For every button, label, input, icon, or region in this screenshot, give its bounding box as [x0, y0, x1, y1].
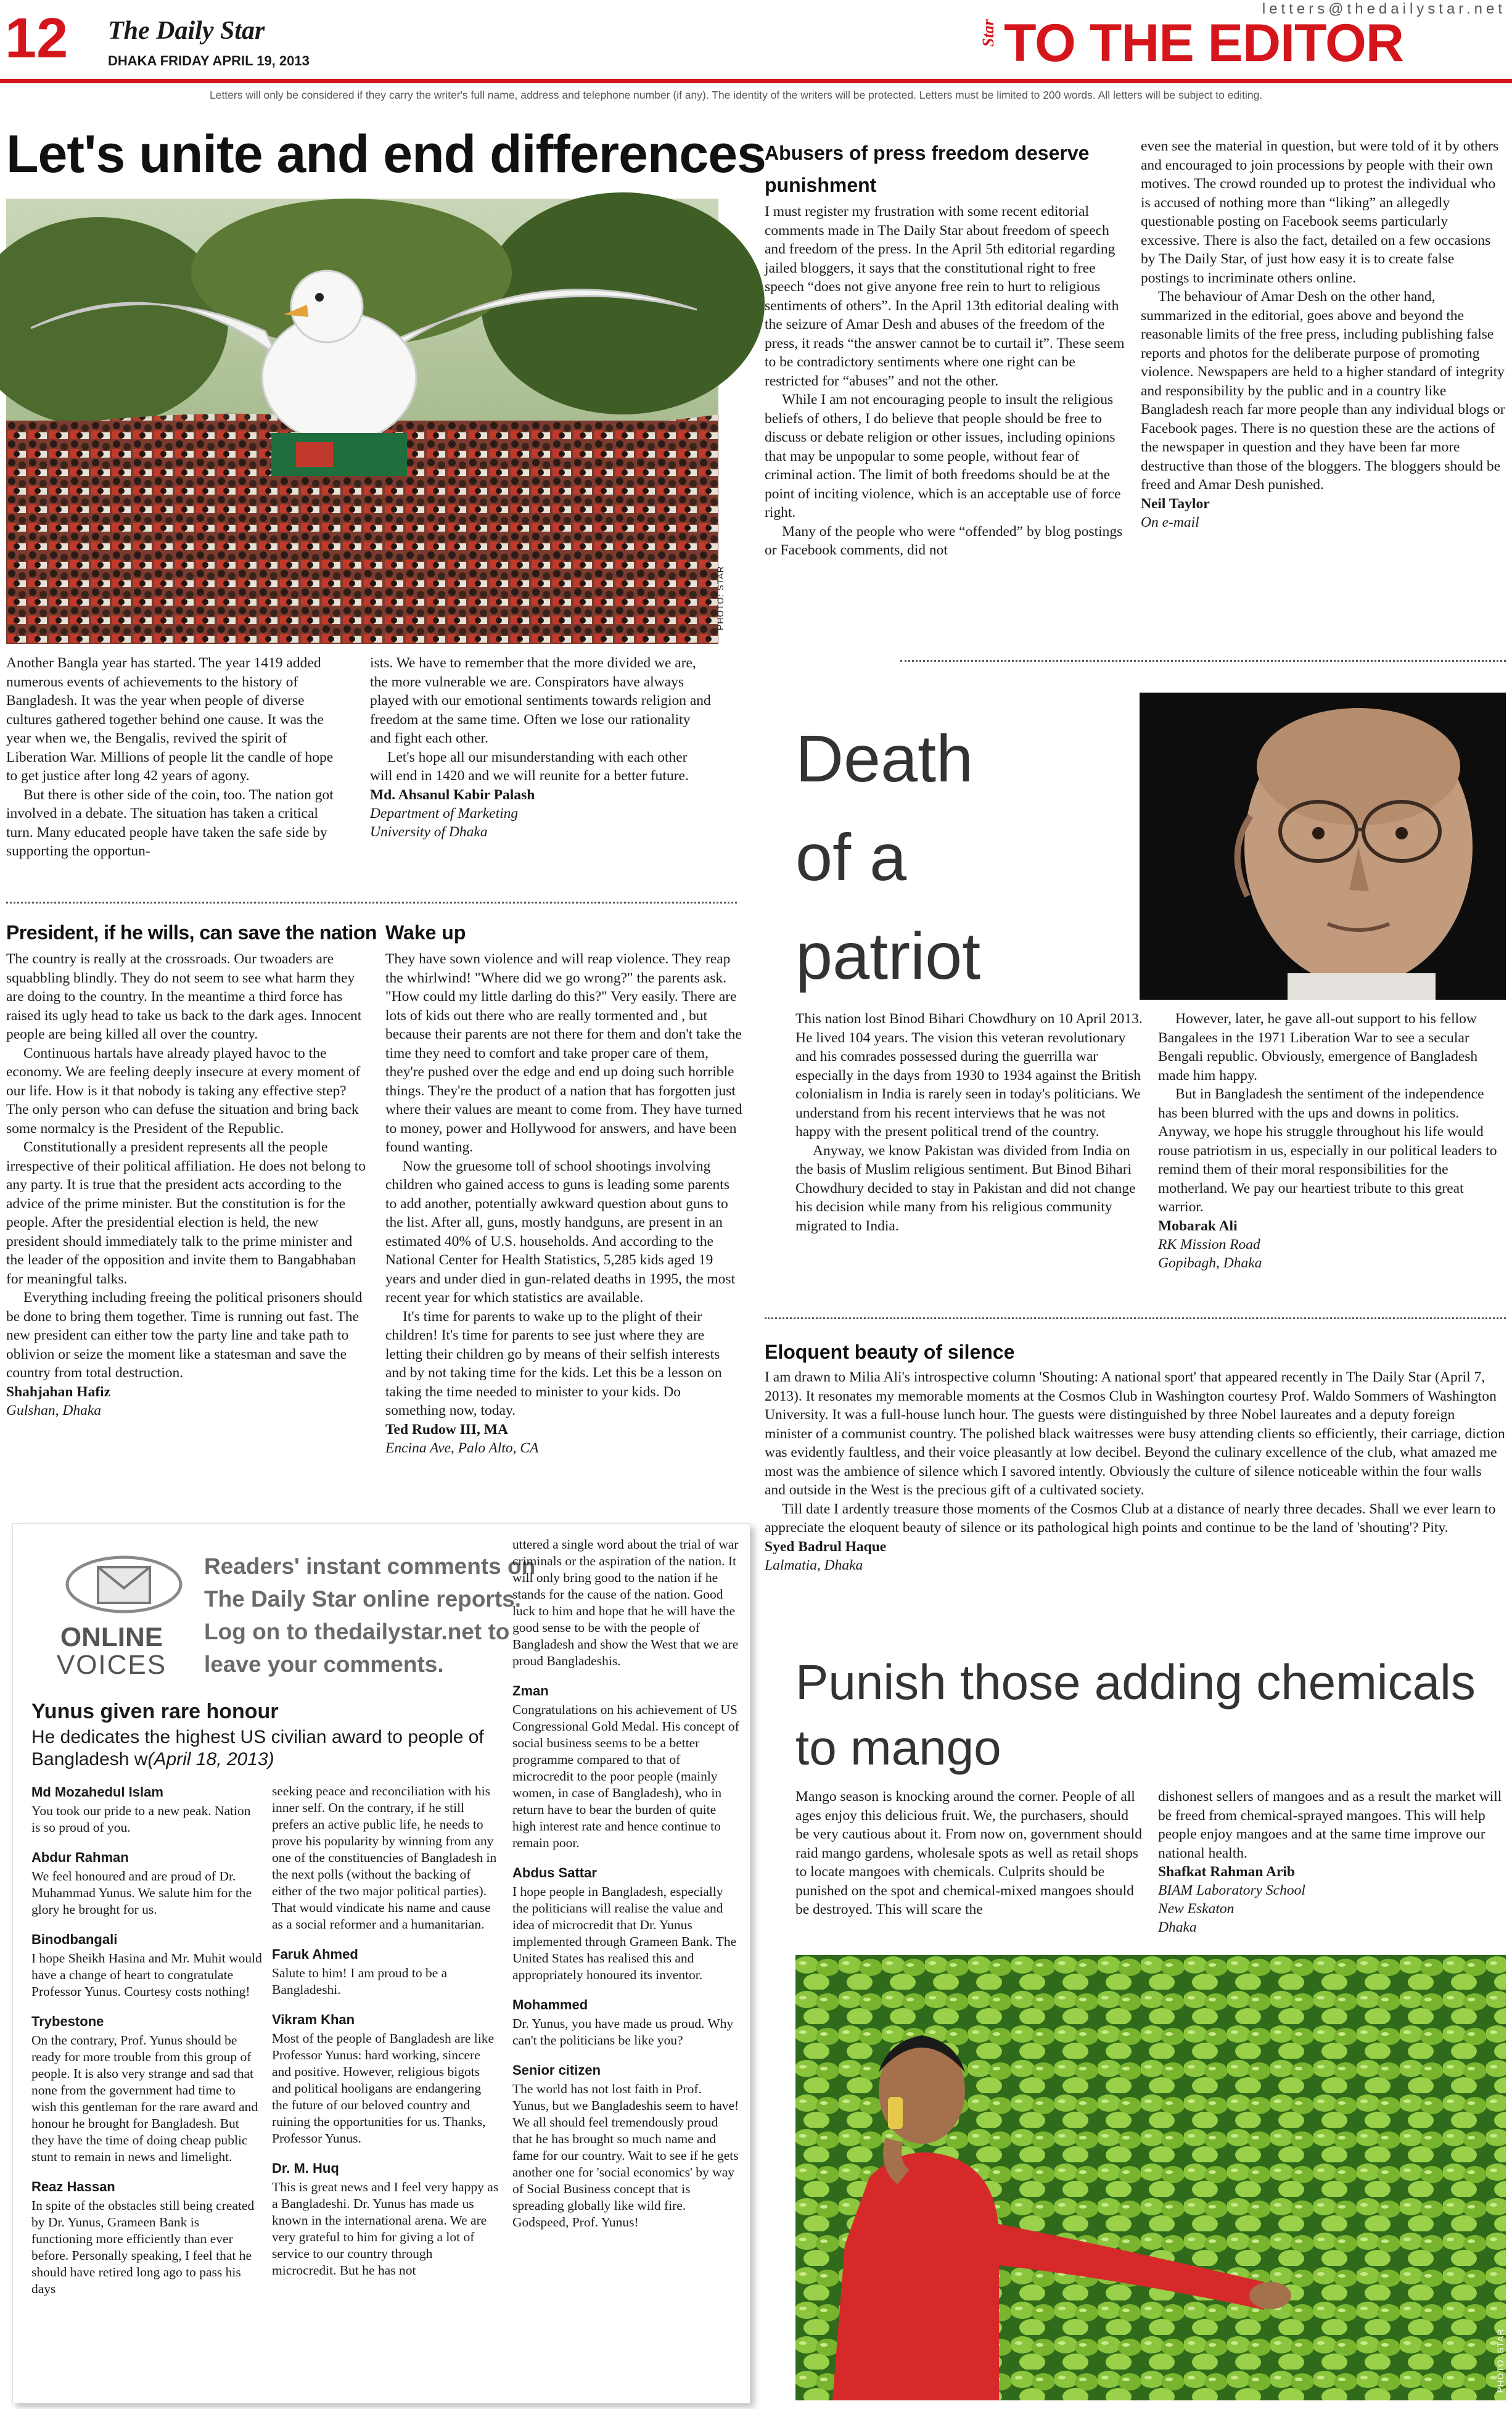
- comment-item: [512, 1865, 741, 1983]
- wakeup-para: It's time for parents to wake up to the plight of their children! It's time for parents to see just where they are letting their children go by means of their selfish interests and by not taking time for the kids. Let this be a lesson on taking the time needed to minister to your kids. Do something now, today.: [385, 1308, 722, 1419]
- comment-author: Vikram Khan: [272, 2012, 355, 2027]
- mango-headline: [795, 1650, 1476, 1781]
- wakeup-column: [385, 950, 743, 1457]
- abusers-col-2: [1141, 137, 1506, 532]
- patriot-author: Mobarak Ali: [1158, 1217, 1238, 1234]
- comment-text: Most of the people of Bangladesh are like Professor Yunus: hard working, sincere and positive. However, religious bigots and political hooligans are endangering the future of our beloved country and ruining the opportunities for us. Thanks, Professor Yunus.: [272, 2031, 495, 2146]
- comment-author: Md Mozahedul Islam: [31, 1784, 163, 1800]
- online-logo-line2: VOICES: [56, 1650, 167, 1680]
- wakeup-headline: Wake up: [385, 921, 466, 944]
- president-para: Continuous hartals have already played havoc to the economy. We are feeling deeply insecure at every moment of our life. How is it that nobody is taking any effective step? The only person who can defuse the situation and bring back some normalcy is the President of the Republic.: [6, 1045, 361, 1137]
- dove-crowd-illustration: [6, 199, 718, 644]
- comment-author: Zman: [512, 1683, 549, 1699]
- wakeup-address: Encina Ave, Palo Alto, CA: [385, 1439, 539, 1456]
- president-para: The country is really at the crossroads. Our twoaders are squabbling blindly. They do not seem to see what harm they are doing to the country. In the meantime a third force has raised its ugly head to take us back to the dark ages. Innocent people are being killed all over the country.: [6, 951, 362, 1042]
- comment-author: Abdur Rahman: [31, 1850, 129, 1865]
- patriot-headline-line: patriot: [795, 918, 981, 993]
- section-star-logo: Star: [979, 19, 997, 47]
- silence-author: Syed Badrul Haque: [765, 1538, 887, 1555]
- abusers-headline: Abusers of press freedom deserve punishment: [765, 142, 1090, 196]
- president-column: [6, 950, 367, 1420]
- online-comments-col-3: [512, 1536, 741, 2231]
- mango-col-2: [1158, 1787, 1506, 1937]
- unite-para: But there is other side of the coin, too. The nation got involved in a debate. The situation has taken a critical turn. Many educated people have taken the safe side by supporting the opportun-: [6, 786, 334, 859]
- comment-author: Mohammed: [512, 1997, 588, 2012]
- mango-headline-line: to mango: [795, 1720, 1001, 1775]
- divider: [900, 660, 1506, 662]
- online-logo: [62, 1549, 186, 1616]
- masthead-rule: [0, 79, 1512, 83]
- comment-item: [31, 1784, 263, 1836]
- abusers-para: even see the material in question, but were told of it by others and encouraged to join processions by people with their own motives. The crowd rounded up to protest the individual who is accused of nothing more than “liking” an allegedly questionable posting on Facebook seems particularly excessive. There is also the fact, detailed on a few occasions by The Daily Star, of just how easy it is to create false postings to incriminate others online.: [1141, 138, 1499, 286]
- unite-col-1: [6, 654, 345, 861]
- comment-text: The world has not lost faith in Prof. Yunus, but we Bangladeshis seem to have! We all should feel tremendously proud that he has brought so much name and fame for our country. Wait to see if he gets another one for 'social economics' by way of Social Business concept that is spreading globally like wild fire. Godspeed, Prof. Yunus!: [512, 2082, 739, 2230]
- online-promo: [204, 1550, 535, 1681]
- portrait-illustration: [1140, 693, 1506, 1000]
- mango-pile-illustration: [795, 1955, 1506, 2400]
- comment-author: Senior citizen: [512, 2062, 601, 2078]
- divider: [765, 1317, 1506, 1319]
- patriot-para: This nation lost Binod Bihari Chowdhury on 10 April 2013. He lived 104 years. The vision this veteran revolutionary and his comrades possessed during the guerrilla war especially in the days from 1930 to 1934 against the British colonialism in India is rarely seen in today's politicians. We understand from his recent interviews that he was not happy with the present political trend of the country.: [795, 1011, 1143, 1140]
- comment-text: Congratulations on his achievement of US Congressional Gold Medal. His concept of social business seems to be a better programme compared to that of microcredit to the poor people (mainly women, in case of Bangladesh), who in return have to bear the burden of quite high interest rate and hence continue to remain poor.: [512, 1702, 739, 1850]
- silence-address: Lalmatia, Dhaka: [765, 1557, 863, 1573]
- unite-address: Department of Marketing: [370, 805, 519, 822]
- comment-text-continued: seeking peace and reconciliation with his inner self. On the contrary, if he still prefers an active public life, he needs to prove his popularity by winning from any one of the constituencies of Bangladesh in the next polls (without the backing of either of the two major political parties). That would vindicate his name and cause as a social reformer and a humanitarian.: [272, 1784, 497, 1932]
- comment-item: [31, 1932, 263, 2000]
- comment-author: Binodbangali: [31, 1932, 118, 1947]
- patriot-para: But in Bangladesh the sentiment of the independence has been blurred with the ups and downs in politics. Anyway, we hope his struggle throughout his life would rouse patriotism in us, especially in our political leaders to remind them of their moral responsibilities for the motherland. We pay our heartiest tribute to this great warrior.: [1158, 1086, 1497, 1215]
- binod-bihari-portrait: [1140, 693, 1506, 1000]
- president-author: Shahjahan Hafiz: [6, 1383, 111, 1400]
- abusers-address: On e-mail: [1141, 514, 1199, 530]
- comment-text: We feel honoured and are proud of Dr. Muhammad Yunus. We salute him for the glory he brought for us.: [31, 1869, 252, 1917]
- unite-author: Md. Ahsanul Kabir Palash: [370, 786, 535, 803]
- comment-item: [31, 2179, 263, 2297]
- comment-author: Trybestone: [31, 2014, 104, 2029]
- abusers-para: I must register my frustration with some recent editorial comments made in The Daily Star about freedom of speech and freedom of the press. In the April 5th editorial regarding jailed bloggers, it says that the constitutional right to free speech “does not give anyone free rein to hurt to religious sentiments of others”. In the April 13th editorial dealing with the seizure of Amar Desh and abuses of the freedom of the press, it reads “the answer cannot be to curtail it”. These seem to be contradictory sentiments where one right can be restricted for “abuses” and not the other.: [765, 204, 1125, 389]
- comment-text: In spite of the obstacles still being created by Dr. Yunus, Grameen Bank is functioning more efficiently than ever before. Personally speaking, I feel that he should have retired long ago to pass his days: [31, 2198, 255, 2296]
- unite-photo-credit: PHOTO: STAR: [715, 566, 725, 630]
- mango-photo-credit: PHOTO: STAR: [1495, 2328, 1505, 2393]
- comment-text: On the contrary, Prof. Yunus should be ready for more trouble from this group of people. It is also very strange and sad that none from the government had time to wish this gentleman for the rare award and honour he brought for Bangladesh. But they have the time of doing cheap public stunt to remain in news and limelight.: [31, 2033, 258, 2164]
- mango-headline-line: Punish those adding chemicals: [795, 1655, 1476, 1710]
- online-headline: Yunus given rare honour: [31, 1700, 279, 1723]
- patriot-para: Anyway, we know Pakistan was divided from India on the basis of Muslim religious sentiment. But Binod Bihari Chowdhury decided to stay in Pakistan and did not change his decision while many from his religious community migrated to India.: [795, 1142, 1136, 1234]
- mango-address: New Eskaton: [1158, 1901, 1235, 1917]
- president-address: Gulshan, Dhaka: [6, 1402, 102, 1419]
- patriot-headline-line: of a: [795, 820, 907, 894]
- unite-col-2: [370, 654, 712, 841]
- mango-address: Dhaka: [1158, 1919, 1197, 1935]
- comment-item: [272, 2012, 500, 2147]
- comment-author: Reaz Hassan: [31, 2179, 115, 2194]
- wakeup-para: Now the gruesome toll of school shootings involving children who gained access to guns is leading some parents to add another, potentially awkward question about guns to the list. After all, guns, mostly handguns, are present in an estimated 40% of U.S. households. And according to the National Center for Health Statistics, 5,285 kids aged 19 years and under died in gun-related deaths in 1995, the most recent year for which statistics are available.: [385, 1158, 736, 1306]
- paper-name: The Daily Star: [108, 17, 265, 45]
- online-logo-line1: ONLINE: [60, 1622, 163, 1652]
- abusers-para: The behaviour of Amar Desh on the other hand, summarized in the editorial, goes above and beyond the reasonable limits of the free press, including publishing false reports and photos for the deliberate purpose of promoting violence. Newspapers are held to a higher standard of integrity and responsibility by the public and in a country like Bangladesh reach far more people than any individual blogs or Facebook pages. There is no question these are the actions of the newspaper in question and they have been far more destructive than those of the bloggers. The bloggers should be freed and Amar Desh punished.: [1141, 289, 1505, 493]
- comment-text: This is great news and I feel very happy as a Bangladeshi. Dr. Yunus has made us known in the international arena. We are very grateful to him for giving a lot of service to our country through microcredit. But he has not: [272, 2180, 499, 2278]
- unite-para: Let's hope all our misunderstanding with each other will end in 1420 and we will reunite for a better future.: [370, 749, 689, 784]
- online-promo-line: Readers' instant comments on: [204, 1554, 536, 1579]
- online-comments-col-1: [31, 1771, 263, 2297]
- unite-headline: Let's unite and end differences: [6, 125, 766, 184]
- comment-item: [512, 2062, 741, 2231]
- mango-address: BIAM Laboratory School: [1158, 1882, 1305, 1898]
- unite-para: Another Bangla year has started. The year 1419 added numerous events of achievements to the history of Bangladesh. It was the year when people of diverse cultures gathered together behind one cause. It was the year when we, the Bengalis, revived the spirit of Liberation War. Millions of people lit the candle of hope to get justice after long 42 years of agony.: [6, 655, 334, 784]
- comment-item: [512, 1683, 741, 1851]
- abusers-col-1: [765, 202, 1125, 560]
- mango-vendor-photo: [795, 1955, 1506, 2400]
- comment-item: [31, 1850, 263, 1918]
- page-number: 12: [5, 7, 68, 70]
- silence-para: I am drawn to Milia Ali's introspective column 'Shouting: A national sport' that appeared recently in The Daily Star (April 7, 2013). It resonates my memorable moments at the Cosmos Club in Washington courtesy Prof. Waldo Sommers of Washington University. It was a full-house lunch hour. The guests were distinguished by three Nobel laureates and a deputy foreign minister of a communist country. The polished black waitresses were busy attending clients so efficiently, their carriage, diction was evidently faultless, and their voice pleasantly at low decibel. Beyond the culinary excellence of the club, what amazed me most was the ambience of silence which I savored intently. Obviously the culture of silence noticeable within the four walls and outside in the West is the precious gift of a cultivated society.: [765, 1369, 1505, 1498]
- president-para: Constitutionally a president represents all the people irrespective of their political affiliation. He does not belong to any party. It is true that the president acts according to the advice of the prime minister. But the constitution is for the people. After the presidential election is held, the new president should immediately talk to the prime minister and the leader of the opposition and invite them to Bangabhaban for meaningful talks.: [6, 1139, 366, 1287]
- abusers-para: Many of the people who were “offended” by blog postings or Facebook comments, did not: [765, 523, 1123, 558]
- comment-item: [31, 2014, 263, 2165]
- mango-para: dishonest sellers of mangoes and as a result the market will be freed from chemical-sprayed mangoes. This will help people enjoy mangoes and at the same time improve our national health.: [1158, 1789, 1502, 1861]
- online-promo-line[interactable]: Log on to thedailystar.net to: [204, 1619, 510, 1644]
- section-title: TO THE EDITOR: [1004, 14, 1403, 73]
- patriot-col-1: [795, 1010, 1144, 1235]
- online-promo-line: leave your comments.: [204, 1652, 444, 1677]
- envelope-icon: [62, 1549, 186, 1616]
- silence-para: Till date I ardently treasure those moments of the Cosmos Club at a distance of nearly three decades. Shall we ever learn to appreciate the eloquent beauty of silence or its pathological high points and continue to be the land of 'shouting'? Pity.: [765, 1501, 1496, 1536]
- comment-text: Dr. Yunus, you have made us proud. Why can't the politicians be like you?: [512, 2016, 734, 2048]
- unite-para: ists. We have to remember that the more divided we are, the more vulnerable we are. Conspirators have always played with our emotional sentiments towards religion and freedom at the same time. Often we lose our rationality and fight each other.: [370, 655, 711, 746]
- mango-col-1: [795, 1787, 1144, 1919]
- comment-text: I hope Sheikh Hasina and Mr. Muhit would have a change of heart to congratulate Professor Yunus. Courtesy costs nothing!: [31, 1951, 262, 1999]
- comment-text: I hope people in Bangladesh, especially the politicians will realise the value and idea of microcredit that Dr. Yunus implemented through Grameen Bank. The United States has realised this and appropriately honoured its inventor.: [512, 1884, 737, 1982]
- email-address[interactable]: letters@thedailystar.net: [1262, 1, 1506, 17]
- patriot-address: RK Mission Road: [1158, 1236, 1260, 1253]
- divider: [6, 902, 737, 904]
- wakeup-author: Ted Rudow III, MA: [385, 1421, 508, 1438]
- online-subhead-date: (April 18, 2013): [147, 1749, 274, 1769]
- online-subhead-text: He dedicates the highest US civilian award to people of Bangladesh w: [31, 1727, 484, 1769]
- comment-item: [272, 1946, 500, 1998]
- patriot-address: Gopibagh, Dhaka: [1158, 1254, 1262, 1271]
- mango-author: Shafkat Rahman Arib: [1158, 1864, 1295, 1880]
- mango-para: Mango season is knocking around the corner. People of all ages enjoy this delicious fruit. We, the purchasers, should be very cautious about it. From now on, government should raid mango gardens, wholesale spots as well as retail shops to locate mangoes with chemicals. Culprits should be punished on the spot and chemical-mixed mangoes should be destroyed. This will scare the: [795, 1789, 1142, 1917]
- patriot-col-2: [1158, 1010, 1506, 1272]
- online-subhead: [31, 1726, 500, 1771]
- comment-author: Dr. M. Huq: [272, 2160, 339, 2176]
- patriot-para: However, later, he gave all-out support to his fellow Bangalees in the 1971 Liberation War to see a secular Bengali republic. Obviously, emergence of Bangladesh made him happy.: [1158, 1011, 1478, 1084]
- president-para: Everything including freeing the political prisoners should be done to bring them together. Time is running out fast. The new president can either tow the party line and take path to oblivion or seize the moment like a statesman and save the country from total destruction.: [6, 1290, 363, 1381]
- patriot-headline-line: Death: [795, 721, 974, 796]
- unite-address: University of Dhaka: [370, 823, 488, 840]
- comment-text-continued: uttered a single word about the trial of war criminals or the aspiration of the nation. It will only bring good to the nation if he stands for the cause of the nation. Good luck to him and hope that he will have the good sense to be with the people of Bangladesh and show the West that we are proud Bangladeshis.: [512, 1537, 739, 1668]
- patriot-headline: [795, 709, 980, 1005]
- silence-headline: Eloquent beauty of silence: [765, 1341, 1015, 1363]
- boishakh-rally-photo: [6, 199, 725, 644]
- submission-notice: Letters will only be considered if they carry the writer's full name, address and telephone number (if any). The identity of the writers will be protected. Letters must be limited to 200 words. All letters will be subject to editing.: [210, 89, 1263, 101]
- comment-item: [272, 2160, 500, 2279]
- wakeup-para: They have sown violence and will reap violence. They reap the whirlwind! "Where did we go wrong?" the parents ask. "How could my little darling do this?" Very easily. There are lots of kids out there who are really tormented and , but because their parents are not there for them and don't take the time they need to comfort and take proper care of them, they're pushed over the edge and end up doing such horrible things. They're the product of a nation that has forgotten just where their values are meant to come from. They have turned to money, power and Hollywood for answers, and have been found wanting.: [385, 951, 742, 1155]
- online-promo-line: The Daily Star online reports.: [204, 1586, 522, 1612]
- silence-column: [765, 1368, 1506, 1575]
- comment-text: Salute to him! I am proud to be a Bangladeshi.: [272, 1966, 448, 1997]
- abusers-para: While I am not encouraging people to insult the religious beliefs of others, I do believe that people should be free to discuss or debate religion or other issues, including opinions that may be unpopular to some people, without fear of criminal action. The limit of both freedoms should be at the point of inciting violence, which is an acceptable use of force right.: [765, 392, 1121, 521]
- comment-author: Faruk Ahmed: [272, 1946, 358, 1962]
- comment-author: Abdus Sattar: [512, 1865, 597, 1880]
- date-line: DHAKA FRIDAY APRIL 19, 2013: [108, 53, 310, 68]
- abusers-author: Neil Taylor: [1141, 495, 1210, 512]
- online-voices-box: [12, 1523, 750, 2403]
- comment-text: You took our pride to a new peak. Nation is so proud of you.: [31, 1803, 251, 1835]
- president-headline: President, if he wills, can save the nation: [6, 921, 377, 944]
- comment-item: [512, 1997, 741, 2049]
- online-comments-col-2: [272, 1783, 500, 2279]
